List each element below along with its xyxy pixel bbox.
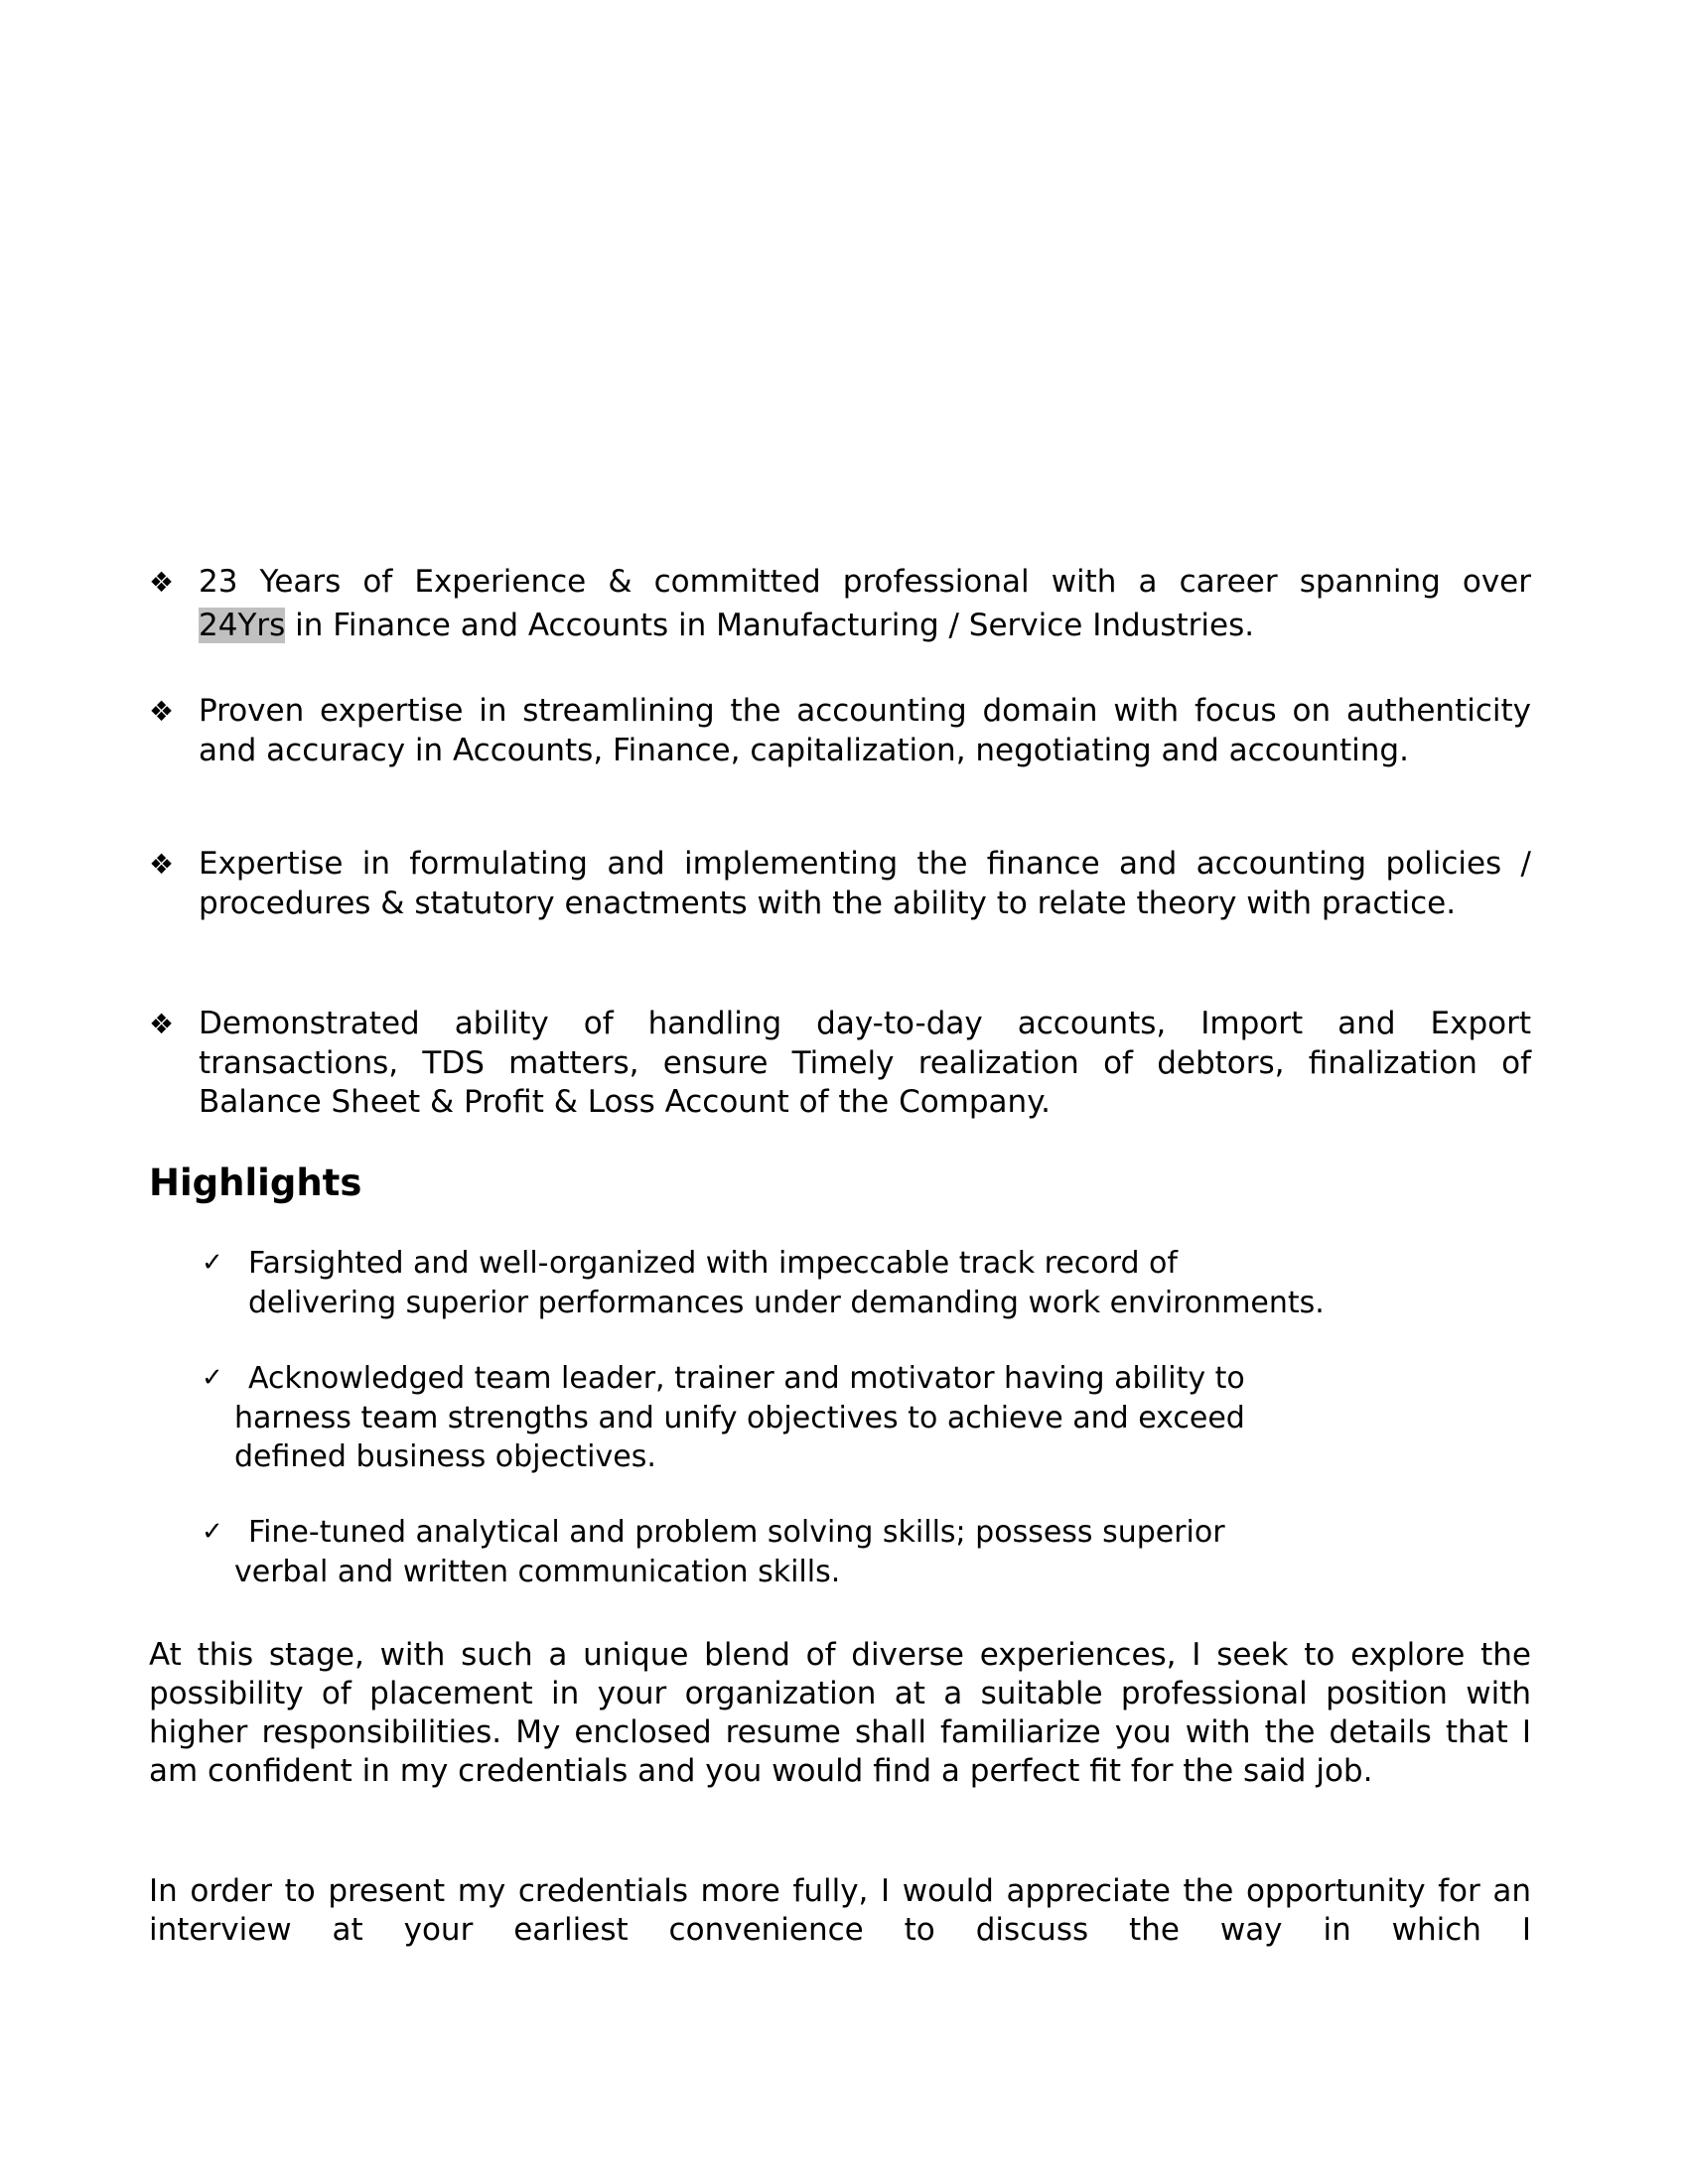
highlight-text-line: verbal and written communication skills. <box>234 1554 841 1589</box>
summary-bullet-2 <box>149 692 1531 770</box>
diamond-bullet-icon: ❖ <box>149 695 175 728</box>
highlight-item-1 <box>202 1244 1325 1322</box>
summary-bullet-4 <box>149 1005 1531 1123</box>
diamond-bullet-icon: ❖ <box>149 566 175 599</box>
bullet-text-line: 23 Years of Experience & committed professional with a career spanning over <box>199 564 1531 600</box>
highlighted-text: 24Yrs <box>199 607 286 643</box>
bullet-text: Proven expertise in streamlining the accounting domain with focus on authenticity and accuracy in Accounts, Finance, capitalization, negotiating and accounting. <box>199 693 1531 768</box>
summary-bullet-3 <box>149 845 1531 923</box>
bullet-text-line: 24Yrs in Finance and Accounts in Manufacturing / Service Industries. <box>199 607 1255 643</box>
body-paragraph-2: In order to present my credentials more fully, I would appreciate the opportunity for an interview at your earliest convenience to discuss the way in which I <box>149 1873 1531 1948</box>
checkmark-icon: ✓ <box>202 1248 223 1278</box>
checkmark-icon: ✓ <box>202 1363 223 1393</box>
checkmark-icon: ✓ <box>202 1517 223 1547</box>
diamond-bullet-icon: ❖ <box>149 1008 175 1040</box>
highlight-text-line: delivering superior performances under demanding work environments. <box>248 1285 1325 1320</box>
body-paragraph-1: At this stage, with such a unique blend of diverse experiences, I seek to explore the possibility of placement in your organization at a suitable professional position with higher responsibilities. My enclosed resume shall familiarize you with the details that I am confident in my credentials and you would find a perfect fit for the said job. <box>149 1637 1531 1789</box>
diamond-bullet-icon: ❖ <box>149 848 175 881</box>
bullet-text: Demonstrated ability of handling day-to-day accounts, Import and Export transactions, TDS matters, ensure Timely realization of debtors, finalization of Balance Sheet & Profit & Loss Account of the Company. <box>199 1006 1531 1120</box>
summary-bullet-1 <box>149 563 1531 645</box>
highlight-text-line: Acknowledged team leader, trainer and motivator having ability to <box>248 1361 1245 1396</box>
highlight-text-line: defined business objectives. <box>234 1439 656 1474</box>
highlight-item-3 <box>202 1513 1225 1591</box>
highlight-text-line: harness team strengths and unify objectives to achieve and exceed <box>234 1400 1245 1435</box>
bullet-text: Expertise in formulating and implementing the finance and accounting policies / procedures & statutory enactments with the ability to relate theory with practice. <box>199 846 1531 921</box>
highlight-text-line: Farsighted and well-organized with impeccable track record of <box>248 1246 1178 1281</box>
highlight-item-2 <box>202 1359 1245 1477</box>
highlight-text-line: Fine-tuned analytical and problem solving skills; possess superior <box>248 1515 1225 1550</box>
section-heading-highlights: Highlights <box>149 1161 362 1204</box>
